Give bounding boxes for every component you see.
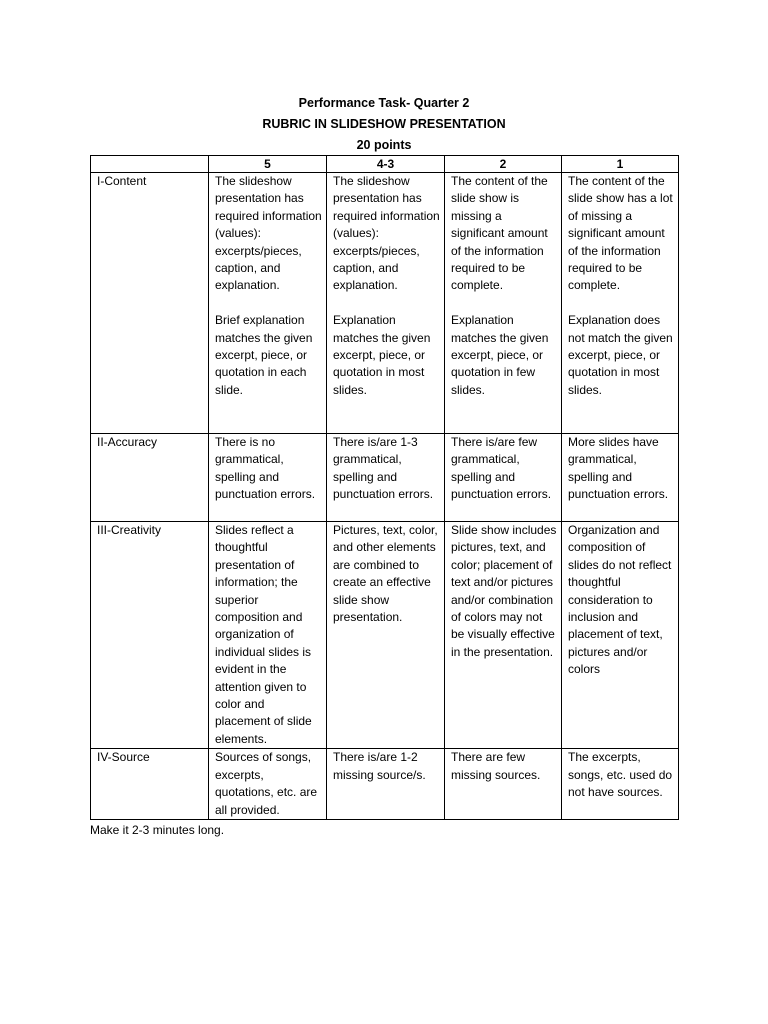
rubric-table (90, 155, 679, 820)
table-row-source (91, 749, 679, 820)
score-cell: Slide show includes pictures, text, and color; placement of text and/or pictures and/or combination of colors may not be visually effective in the presentation. (445, 522, 562, 749)
table-row-creativity (91, 522, 679, 749)
rubric-title: RUBRIC IN SLIDESHOW PRESENTATION (262, 117, 506, 131)
table-row-content (91, 173, 679, 434)
column-header-score-4-3: 4-3 (327, 156, 445, 173)
duration-note: Make it 2-3 minutes long. (90, 823, 225, 837)
score-cell: There is no grammatical, spelling and punctuation errors. (209, 434, 327, 522)
score-cell: The content of the slide show is missing a significant amount of the information required to be complete. Explanation matches the given excerpt, piece, or quotation in few slides. (445, 173, 562, 434)
total-points: 20 points (356, 138, 412, 152)
score-cell: There are few missing sources. (445, 749, 562, 820)
column-header-score-2: 2 (445, 156, 562, 173)
score-cell: There is/are 1-3 grammatical, spelling and punctuation errors. (327, 434, 445, 522)
document-title: Performance Task- Quarter 2 (298, 96, 470, 110)
criterion-cell: I-Content (91, 173, 209, 434)
score-cell: Pictures, text, color, and other elements are combined to create an effective slide show presentation. (327, 522, 445, 749)
column-header-score-1: 1 (562, 156, 679, 173)
score-cell: Slides reflect a thoughtful presentation of information; the superior composition and organization of individual slides is evident in the attention given to color and placement of slide elements. (209, 522, 327, 749)
score-cell: The slideshow presentation has required information (values): excerpts/pieces, caption, and explanation. Brief explanation matches the given excerpt, piece, or quotation in each slide. (209, 173, 327, 434)
score-cell: There is/are 1-2 missing source/s. (327, 749, 445, 820)
header-row (91, 156, 679, 173)
criterion-cell: III-Creativity (91, 522, 209, 749)
column-header-criteria (91, 156, 209, 173)
score-cell: There is/are few grammatical, spelling and punctuation errors. (445, 434, 562, 522)
score-cell: More slides have grammatical, spelling and punctuation errors. (562, 434, 679, 522)
score-cell: The excerpts, songs, etc. used do not have sources. (562, 749, 679, 820)
table-row-accuracy (91, 434, 679, 522)
score-cell: The slideshow presentation has required information (values): excerpts/pieces, caption, and explanation. Explanation matches the given excerpt, piece, or quotation in most slides. (327, 173, 445, 434)
score-cell: Organization and composition of slides do not reflect thoughtful consideration to inclusion and placement of text, pictures and/or colors (562, 522, 679, 749)
criterion-cell: IV-Source (91, 749, 209, 820)
score-cell: Sources of songs, excerpts, quotations, etc. are all provided. (209, 749, 327, 820)
score-cell: The content of the slide show has a lot of missing a significant amount of the information required to be complete. Explanation does not match the given excerpt, piece, or quotation in most slides. (562, 173, 679, 434)
criterion-cell: II-Accuracy (91, 434, 209, 522)
column-header-score-5: 5 (209, 156, 327, 173)
